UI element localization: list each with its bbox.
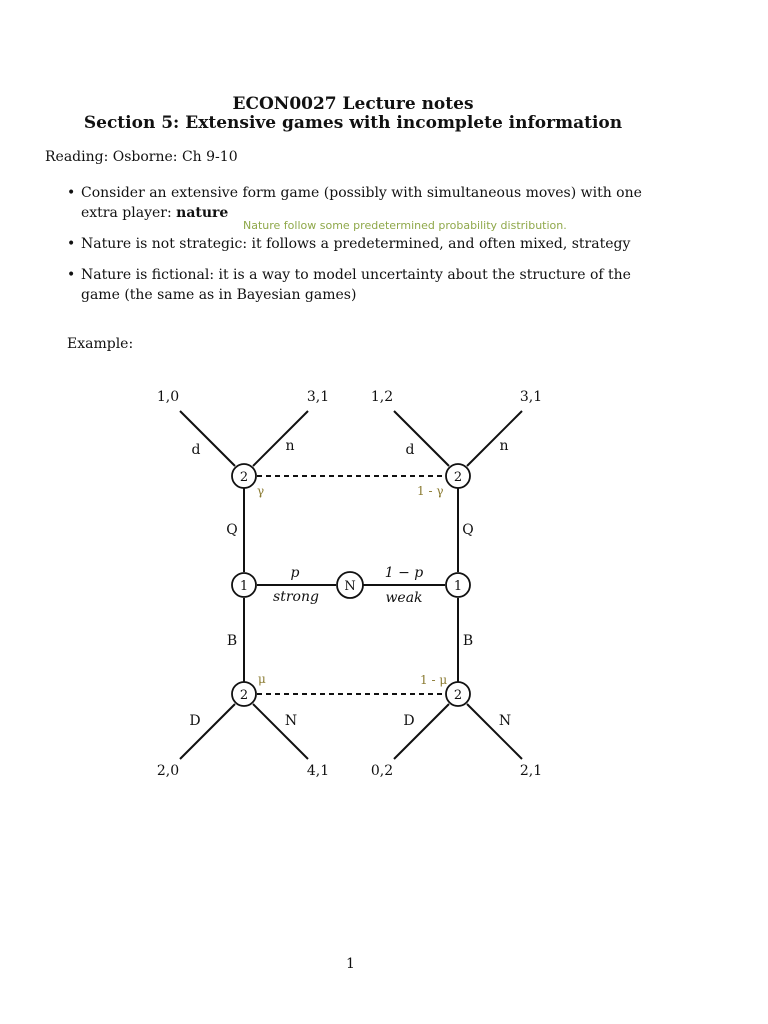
node-labels (240, 470, 462, 703)
edge-br-D (394, 704, 449, 759)
edge-tr-d (394, 411, 449, 466)
label-tr-d: d (405, 442, 415, 458)
node-p2-bottom-left: 2 (239, 688, 249, 703)
section-title: Section 5: Extensive games with incomplete information (83, 113, 623, 133)
payoff-tl-n: 3,1 (306, 389, 330, 405)
edge-tl-n (253, 411, 308, 466)
example-label: Example: (67, 336, 134, 352)
reading-reference: Reading: Osborne: Ch 9-10 (45, 149, 238, 165)
label-tl-d: d (191, 442, 201, 458)
node-p2-top-right: 2 (453, 470, 463, 485)
payoff-tr-n: 3,1 (519, 389, 543, 405)
label-br-N: N (498, 713, 512, 729)
payoff-tr-d: 1,2 (370, 389, 394, 405)
edge-br-N (467, 704, 522, 759)
document-title: ECON0027 Lecture notes (232, 94, 474, 114)
label-bl-N: N (284, 713, 298, 729)
edge-bl-N (253, 704, 308, 759)
bullet-text-bold: nature (176, 205, 229, 221)
bullet-text-main: Consider an extensive form game (possibly with simultaneous moves) with one extra player: (81, 185, 642, 221)
page-number: 1 (346, 956, 355, 972)
belief-one-minus-mu: 1 - μ (420, 673, 448, 687)
label-prob-1-p: 1 − p (384, 565, 424, 581)
label-prob-p: p (290, 565, 300, 581)
edge-bl-D (180, 704, 235, 759)
label-left-Q: Q (226, 522, 238, 538)
label-tl-n: n (285, 438, 295, 454)
belief-mu: μ (258, 672, 266, 686)
payoff-tl-d: 1,0 (156, 389, 180, 405)
payoff-br-N: 2,1 (519, 763, 543, 779)
annotation-note: Nature follow some predetermined probability distribution. (243, 219, 567, 232)
node-p2-bottom-right: 2 (453, 688, 463, 703)
label-tr-n: n (499, 438, 509, 454)
bullet-text: Nature is not strategic: it follows a predetermined, and often mixed, strategy (81, 236, 631, 252)
bullet-text: Nature is fictional: it is a way to model uncertainty about the structure of the game (the same as in Bayesian games) (81, 267, 631, 303)
belief-gamma: γ (257, 484, 265, 498)
bullet-symbol: • (67, 236, 76, 252)
node-p2-top-left: 2 (239, 470, 249, 485)
label-br-D: D (403, 713, 415, 729)
node-nature: N (344, 579, 356, 594)
belief-one-minus-gamma: 1 - γ (417, 484, 444, 498)
label-bl-D: D (189, 713, 201, 729)
edge-tl-d (180, 411, 235, 466)
label-left-B: B (226, 633, 238, 649)
label-weak: weak (385, 590, 423, 606)
label-right-Q: Q (462, 522, 474, 538)
payoff-bl-D: 2,0 (156, 763, 180, 779)
bullet-symbol: • (67, 185, 76, 201)
node-p1-left: 1 (239, 579, 249, 594)
label-strong: strong (273, 589, 319, 605)
node-p1-right: 1 (453, 579, 463, 594)
edge-tr-n (467, 411, 522, 466)
payoff-bl-N: 4,1 (306, 763, 330, 779)
label-right-B: B (462, 633, 474, 649)
payoff-br-D: 0,2 (370, 763, 394, 779)
bullet-symbol: • (67, 267, 76, 283)
